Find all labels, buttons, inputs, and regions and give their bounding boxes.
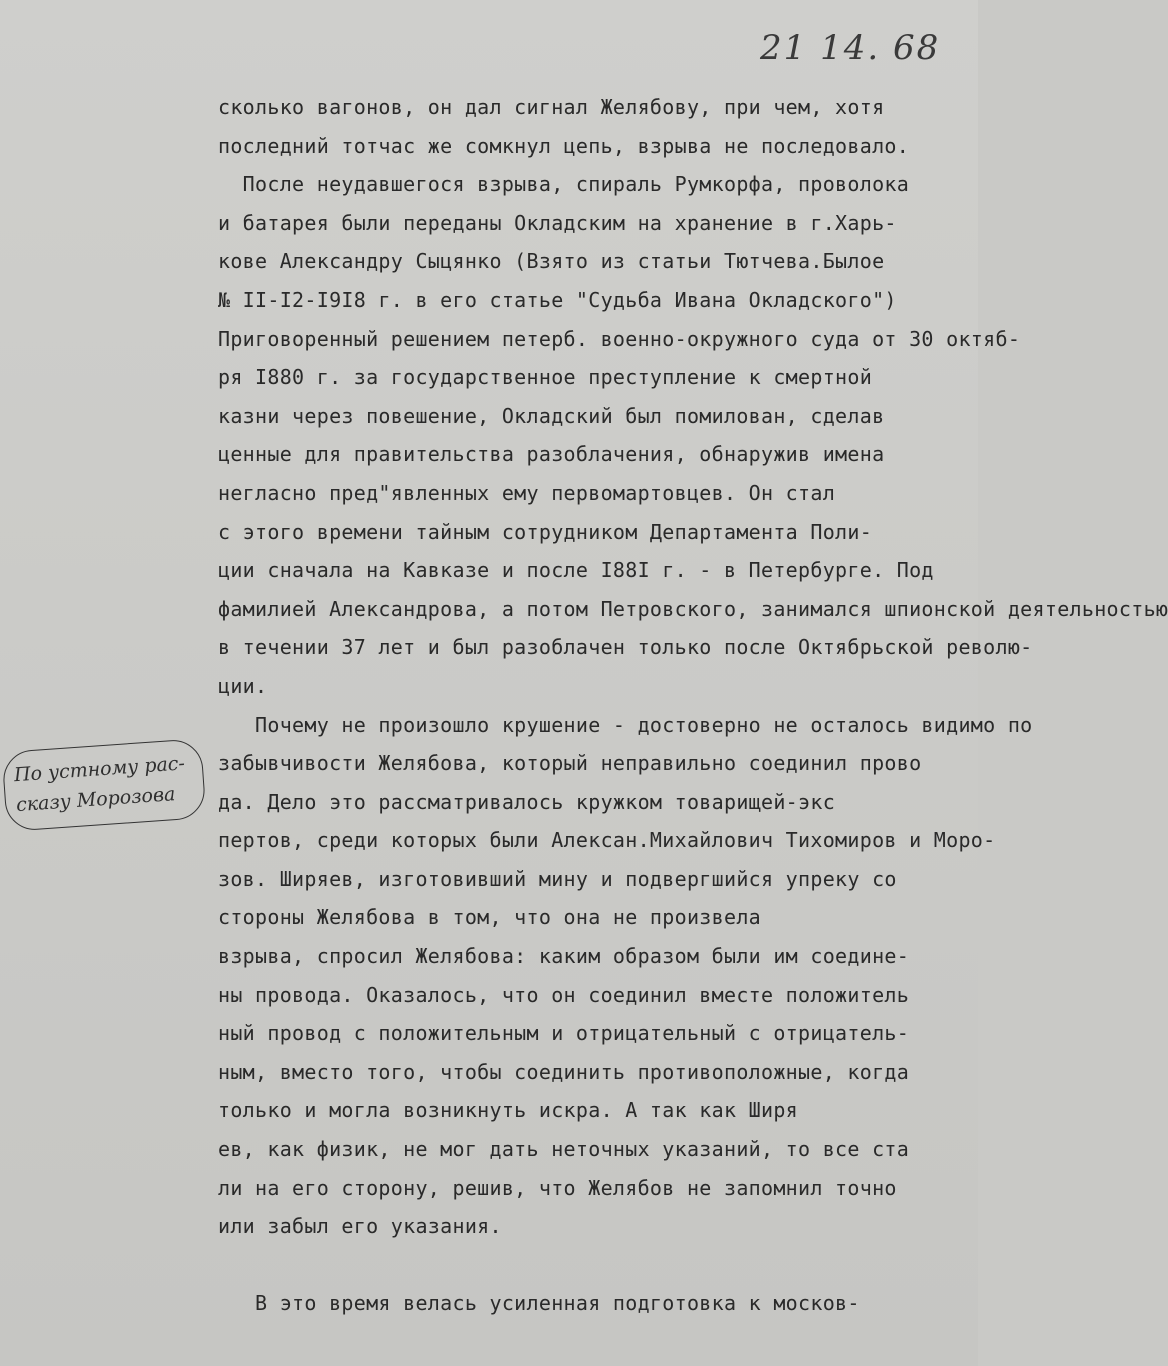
text-line: № II-I2-I9I8 г. в его статье "Судьба Ивана Окладского") <box>218 287 897 312</box>
text-line: Приговоренный решением петерб. военно-окружного суда от 30 октяб- <box>218 326 1021 351</box>
margin-note <box>1 738 206 832</box>
text-line: ря I880 г. за государственное преступление к смертной <box>218 365 873 390</box>
text-line: в течении 37 лет и был разоблачен только после Октябрьской револю- <box>218 635 1033 660</box>
text-line: пертов, среди которых были Алексан.Михайлович Тихомиров и Моро- <box>218 828 996 853</box>
text-line: ции сначала на Кавказе и после I88I г. - в Петербурге. Под <box>218 558 934 583</box>
text-line: Почему не произошло крушение - достоверно не осталось видимо по <box>218 712 1033 737</box>
text-line: ли на его сторону, решив, что Желябов не запомнил точно <box>218 1175 897 1200</box>
text-line: После неудавшегося взрыва, спираль Румкорфа, проволока <box>218 172 910 197</box>
text-line: с этого времени тайным сотрудником Департамента Поли- <box>218 519 873 544</box>
margin-note-line: сказу Морозова <box>15 783 176 817</box>
text-line: только и могла возникнуть искра. А так как Ширя <box>218 1098 799 1123</box>
text-line: ценные для правительства разоблачения, обнаружив имена <box>218 442 885 467</box>
text-line: взрыва, спросил Желябова: каким образом были им соедине- <box>218 944 910 969</box>
text-line: сколько вагонов, он дал сигнал Желябову, при чем, хотя <box>218 95 885 119</box>
text-line: стороны Желябова в том, что она не произвела <box>218 905 762 930</box>
margin-note-line: По устному рас- <box>13 752 186 787</box>
text-line: или забыл его указания. <box>218 1214 502 1239</box>
text-line: негласно пред"явленных ему первомартовцев. Он стал <box>218 480 836 505</box>
text-line: фамилией Александрова, а потом Петровского, занимался шпионской деятельностью <box>218 596 1168 621</box>
text-line: казни через повешение, Окладский был помилован, сделав <box>218 403 885 428</box>
text-line: ции. <box>218 673 268 698</box>
text-line: ный провод с положительным и отрицательный с отрицатель- <box>218 1021 910 1046</box>
text-line: и батарея были переданы Окладским на хранение в г.Харь- <box>218 210 897 235</box>
text-line: забывчивости Желябова, который неправильно соединил прово <box>218 751 922 776</box>
text-line: зов. Ширяев, изготовивший мину и подвергшийся упреку со <box>218 866 897 891</box>
text-line: ны провода. Оказалось, что он соединил вместе положитель <box>218 982 910 1007</box>
text-line: В это время велась усиленная подготовка к москов- <box>218 1291 860 1316</box>
text-line: ев, как физик, не мог дать неточных указаний, то все ста <box>218 1137 910 1162</box>
text-line: кове Александру Сыцянко (Взято из статьи Тютчева.Былое <box>218 249 885 274</box>
text-line: последний тотчас же сомкнул цепь, взрыва не последовало. <box>218 133 910 158</box>
typed-text <box>218 88 1168 1323</box>
page-number: 21 14. 68 <box>760 28 941 68</box>
text-line: ным, вместо того, чтобы соединить противоположные, когда <box>218 1059 910 1084</box>
text-line <box>218 1246 968 1285</box>
text-line: да. Дело это рассматривалось кружком товарищей-экс <box>218 789 836 814</box>
